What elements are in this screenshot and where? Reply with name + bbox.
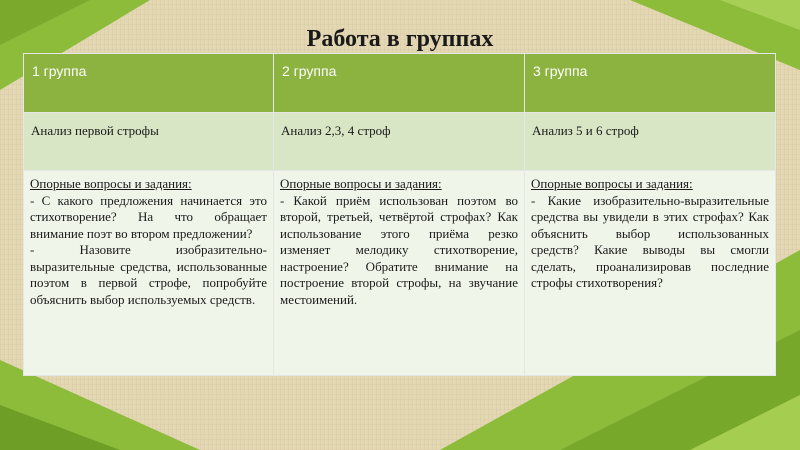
tasks-cell-group-1: [24, 171, 274, 376]
tasks-row: [24, 171, 776, 376]
tasks-title: Опорные вопросы и задания:: [280, 176, 442, 191]
topic-row: [24, 113, 776, 171]
task-item: - Какой приём использован поэтом во второй, третьей, четвёртой строфах? Как использование этого приёма резко изменяет мелодику стихотворение, настроение? Обратите внимание на построение второй строфы, на звучание местоимений.: [280, 192, 518, 307]
task-item: - Назовите изобразительно-выразительные средства, использованные поэтом в первой строфе, попробуйте объяснить выбор используемых средств.: [30, 242, 267, 307]
topic-group-3: Анализ 5 и 6 строф: [525, 113, 776, 171]
table-header-row: [24, 54, 776, 113]
task-item: - С какого предложения начинается это стихотворение? На что обращает внимание поэт во втором предложении?: [30, 192, 267, 241]
header-group-3: 3 группа: [525, 54, 776, 113]
tasks-title: Опорные вопросы и задания:: [30, 176, 192, 191]
topic-group-1: Анализ первой строфы: [24, 113, 274, 171]
header-group-1: 1 группа: [24, 54, 274, 113]
task-item: - Какие изобразительно-выразительные средства вы увидели в этих строфах? Как объяснить выбор использованных средств? Какие выводы вы смогли сделать, проанализировав последние строфы стихотворения?: [531, 192, 769, 290]
tasks-title: Опорные вопросы и задания:: [531, 176, 693, 191]
groups-table: [23, 53, 776, 376]
slide-title: Работа в группах: [306, 26, 494, 52]
tasks-cell-group-2: [274, 171, 525, 376]
tasks-cell-group-3: [525, 171, 776, 376]
topic-group-2: Анализ 2,3, 4 строф: [274, 113, 525, 171]
header-group-2: 2 группа: [274, 54, 525, 113]
